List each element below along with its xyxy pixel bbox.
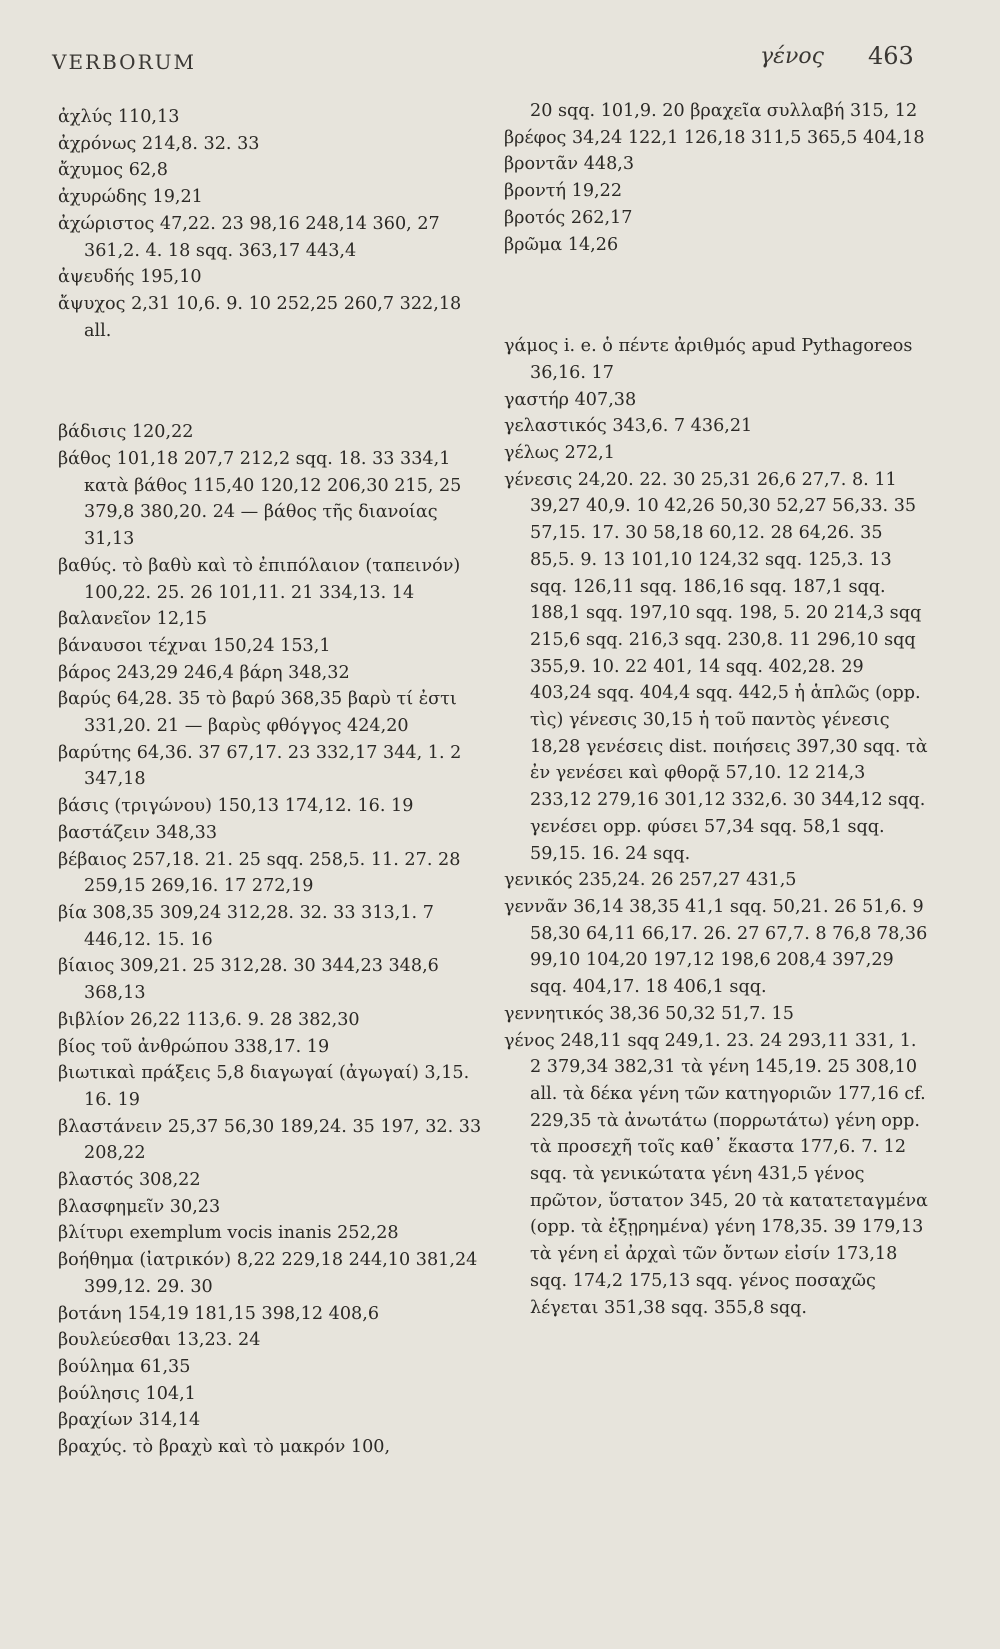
headword: γένος xyxy=(760,44,824,69)
right-column xyxy=(504,98,928,1321)
index-entry: βλαστός 308,22 xyxy=(58,1170,201,1191)
index-entry: βάσις (τριγώνου) 150,13 174,12. 16. 19 xyxy=(58,796,414,817)
index-entry: γένος 248,11 sqq 249,1. 23. 24 293,11 331, 1. 2 379,34 382,31 τὰ γένη 145,19. 25 308,10 all. τὰ δέκα γένη τῶν κατηγοριῶν 177,16 cf. 229,35 τὰ ἀνωτάτω (πορρωτάτω) γένη opp. τὰ προσεχῆ τοῖς καθ᾽ ἕκαστα 177,6. 7. 12 sqq. τὰ γενικώτατα γένη 431,5 γένος πρῶτον, ὕστατον 345, 20 τὰ κατατεταγμένα (opp. τὰ ἐξῃρημένα) γένη 178,35. 39 179,13 τὰ γένη εἰ ἀρχαὶ τῶν ὄντων εἰσίν 173,18 sqq. 174,2 175,13 sqq. γένος ποσαχῶς λέγεται 351,38 sqq. 355,8 sqq. xyxy=(504,1030,928,1318)
index-entry: γεννᾶν 36,14 38,35 41,1 sqq. 50,21. 26 51,6. 9 58,30 64,11 66,17. 26. 27 67,7. 8 76,8 78,36 99,10 104,20 197,12 198,6 208,4 397,29 sqq. 404,17. 18 406,1 sqq. xyxy=(504,896,928,998)
page-number: 463 xyxy=(868,42,914,70)
index-entry: βουλεύεσθαι 13,23. 24 xyxy=(58,1330,261,1351)
index-entry: ἄχυμος 62,8 xyxy=(58,160,168,181)
index-entry: βροντή 19,22 xyxy=(504,181,623,202)
index-entry: βαθύς. τὸ βαθὺ καὶ τὸ ἐπιπόλαιον (ταπεινόν) 100,22. 25. 26 101,11. 21 334,13. 14 xyxy=(58,555,461,603)
index-entry: βάθος 101,18 207,7 212,2 sqq. 18. 33 334,1 κατὰ βάθος 115,40 120,12 206,30 215, 25 379,8 380,20. 24 — βάθος τῆς διανοίας 31,13 xyxy=(58,449,462,550)
index-entry: βάρος 243,29 246,4 βάρη 348,32 xyxy=(58,662,350,683)
index-entry: βραχύς. τὸ βραχὺ καὶ τὸ μακρόν 100, xyxy=(58,1437,391,1458)
index-entry: γένεσις 24,20. 22. 30 25,31 26,6 27,7. 8. 11 39,27 40,9. 10 42,26 50,30 52,27 56,33. 35 57,15. 17. 30 58,18 60,12. 28 64,26. 35 85,5. 9. 13 101,10 124,32 sqq. 125,3. 13 sqq. 126,11 sqq. 186,16 sqq. 187,1 sqq. 188,1 sqq. 197,10 sqq. 198, 5. 20 214,3 sqq 215,6 sqq. 216,3 sqq. 230,8. 11 296,10 sqq 355,9. 10. 22 401, 14 sqq. 402,28. 29 403,24 sqq. 404,4 sqq. 442,5 ἡ ἁπλῶς (opp. τὶς) γένεσις 30,15 ἡ τοῦ παντὸς γένεσις 18,28 γενέσεις dist. ποιήσεις 397,30 sqq. τὰ ἐν γενέσει καὶ φθορᾷ 57,10. 12 214,3 233,12 279,16 301,12 332,6. 30 344,12 sqq. γενέσει opp. φύσει 57,34 sqq. 58,1 sqq. 59,15. 16. 24 sqq. xyxy=(504,469,928,864)
running-title: VERBORUM xyxy=(52,50,196,74)
index-entry: βέβαιος 257,18. 21. 25 sqq. 258,5. 11. 27. 28 259,15 269,16. 17 272,19 xyxy=(58,849,461,897)
index-entry: βιωτικαὶ πράξεις 5,8 διαγωγαί (ἀγωγαί) 3,15. 16. 19 xyxy=(58,1063,470,1110)
index-entry: γενικός 235,24. 26 257,27 431,5 xyxy=(504,870,797,891)
index-entry: βοτάνη 154,19 181,15 398,12 408,6 xyxy=(58,1303,380,1324)
index-entry: βλίτυρι exemplum vocis inanis 252,28 xyxy=(58,1223,399,1244)
left-column xyxy=(58,104,486,1461)
index-entry: ἀψευδής 195,10 xyxy=(58,267,202,288)
section-gap xyxy=(504,258,928,333)
index-entry: βρέφος 34,24 122,1 126,18 311,5 365,5 404,18 xyxy=(504,127,925,148)
index-entry: βαρύς 64,28. 35 τὸ βαρύ 368,35 βαρὺ τί ἐστι 331,20. 21 — βαρὺς φθόγγος 424,20 xyxy=(58,689,457,737)
index-entry: βάναυσοι τέχναι 150,24 153,1 xyxy=(58,635,331,656)
index-entry-continuation: 20 sqq. 101,9. 20 βραχεῖα συλλαβή 315, 12 xyxy=(530,101,918,121)
index-entry: βούλημα 61,35 xyxy=(58,1356,191,1377)
index-entry: βλαστάνειν 25,37 56,30 189,24. 35 197, 32. 33 208,22 xyxy=(58,1116,482,1164)
index-entry: βλασφημεῖν 30,23 xyxy=(58,1196,221,1217)
index-entry: βίαιος 309,21. 25 312,28. 30 344,23 348,6 368,13 xyxy=(58,956,439,1004)
index-entry: γελαστικός 343,6. 7 436,21 xyxy=(504,416,753,437)
index-entry: βία 308,35 309,24 312,28. 32. 33 313,1. 7 446,12. 15. 16 xyxy=(58,902,434,950)
index-entry: ἀχυρώδης 19,21 xyxy=(58,187,203,208)
index-entry: βιβλίον 26,22 113,6. 9. 28 382,30 xyxy=(58,1009,360,1030)
index-entry: ἄψυχος 2,31 10,6. 9. 10 252,25 260,7 322,18 all. xyxy=(58,293,462,341)
index-entry: βαρύτης 64,36. 37 67,17. 23 332,17 344, 1. 2 347,18 xyxy=(58,742,462,790)
index-entry: ἀχλύς 110,13 xyxy=(58,107,180,127)
index-entry: βαστάζειν 348,33 xyxy=(58,822,218,843)
index-entry: βροτός 262,17 xyxy=(504,207,633,228)
index-entry: ἀχρόνως 214,8. 32. 33 xyxy=(58,133,260,154)
index-entry: βρῶμα 14,26 xyxy=(504,234,619,255)
section-gap xyxy=(58,344,486,419)
index-entry: βραχίων 314,14 xyxy=(58,1410,201,1431)
index-entry: γέλως 272,1 xyxy=(504,443,615,464)
index-entry: γεννητικός 38,36 50,32 51,7. 15 xyxy=(504,1003,794,1024)
index-entry: ἀχώριστος 47,22. 23 98,16 248,14 360, 27 361,2. 4. 18 sqq. 363,17 443,4 xyxy=(58,213,440,261)
index-entry: βάδισις 120,22 xyxy=(58,422,194,443)
index-entry: γαστήρ 407,38 xyxy=(504,389,637,410)
index-entry: βοήθημα (ἰατρικόν) 8,22 229,18 244,10 381,24 399,12. 29. 30 xyxy=(58,1250,478,1297)
index-entry: βίος τοῦ ἀνθρώπου 338,17. 19 xyxy=(58,1036,330,1057)
index-entry: βροντᾶν 448,3 xyxy=(504,154,635,175)
index-entry: βαλανεῖον 12,15 xyxy=(58,609,208,630)
index-entry: βούλησις 104,1 xyxy=(58,1383,196,1404)
index-entry: γάμος i. e. ὁ πέντε ἀριθμός apud Pythagoreos 36,16. 17 xyxy=(504,336,913,383)
